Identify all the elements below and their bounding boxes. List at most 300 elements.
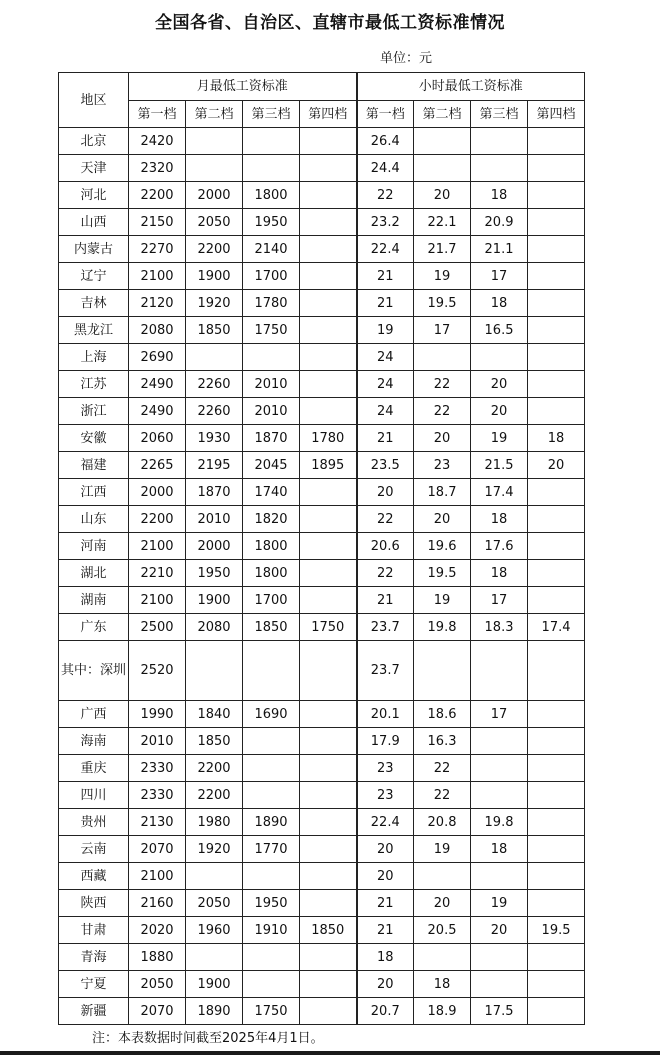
- region-cell: 浙江: [59, 398, 129, 425]
- monthly-tier-1-cell: 2150: [129, 209, 186, 236]
- unit-label: 单位：元: [380, 51, 433, 66]
- hourly-tier-2-cell: 18: [414, 971, 471, 998]
- monthly-tier-3-cell: [243, 155, 300, 182]
- hourly-tier-4-cell: [528, 944, 585, 971]
- monthly-tier-2-cell: [186, 155, 243, 182]
- region-cell: 西藏: [59, 863, 129, 890]
- table-row: [59, 506, 585, 533]
- monthly-tier-4-cell: [300, 344, 357, 371]
- hourly-tier-1-cell: 24: [357, 398, 414, 425]
- monthly-tier-4-cell: [300, 209, 357, 236]
- hourly-tier-1-cell: 20.6: [357, 533, 414, 560]
- hourly-tier-4-cell: [528, 701, 585, 728]
- hourly-tier-4-cell: [528, 209, 585, 236]
- hourly-tier-2-cell: 19: [414, 836, 471, 863]
- monthly-tier-2-cell: 2050: [186, 890, 243, 917]
- monthly-tier-3-cell: 2010: [243, 398, 300, 425]
- monthly-tier-3-cell: [243, 782, 300, 809]
- hourly-tier-2-cell: [414, 944, 471, 971]
- monthly-tier-2-cell: [186, 863, 243, 890]
- monthly-tier-4-cell: [300, 863, 357, 890]
- hourly-tier-3-cell: [471, 155, 528, 182]
- monthly-tier-4-cell: 1850: [300, 917, 357, 944]
- monthly-tier-4-cell: [300, 998, 357, 1025]
- hourly-tier-4-cell: [528, 533, 585, 560]
- hourly-tier-4-cell: [528, 890, 585, 917]
- monthly-tier-3-cell: 1800: [243, 560, 300, 587]
- hourly-tier-3-cell: 18: [471, 560, 528, 587]
- monthly-tier-2-header: 第二档: [186, 101, 243, 128]
- hourly-tier-2-cell: 22: [414, 371, 471, 398]
- monthly-tier-3-cell: 1780: [243, 290, 300, 317]
- region-cell: 湖南: [59, 587, 129, 614]
- table-row: [59, 425, 585, 452]
- monthly-tier-4-cell: [300, 317, 357, 344]
- region-cell: 江西: [59, 479, 129, 506]
- hourly-tier-3-cell: 18: [471, 182, 528, 209]
- hourly-tier-4-cell: [528, 290, 585, 317]
- monthly-tier-3-cell: 1820: [243, 506, 300, 533]
- region-cell: 陕西: [59, 890, 129, 917]
- monthly-tier-3-cell: 1750: [243, 998, 300, 1025]
- hourly-tier-1-cell: 21: [357, 890, 414, 917]
- monthly-tier-4-cell: [300, 755, 357, 782]
- monthly-tier-3-cell: [243, 728, 300, 755]
- hourly-tier-2-cell: 17: [414, 317, 471, 344]
- monthly-tier-4-cell: [300, 290, 357, 317]
- region-cell: 宁夏: [59, 971, 129, 998]
- region-cell: 山西: [59, 209, 129, 236]
- hourly-tier-4-cell: [528, 728, 585, 755]
- hourly-tier-4-cell: [528, 182, 585, 209]
- monthly-tier-4-cell: [300, 263, 357, 290]
- hourly-tier-2-cell: 21.7: [414, 236, 471, 263]
- hourly-tier-1-cell: 20.1: [357, 701, 414, 728]
- hourly-tier-4-cell: [528, 971, 585, 998]
- monthly-tier-1-cell: 2160: [129, 890, 186, 917]
- region-cell: 天津: [59, 155, 129, 182]
- hourly-tier-3-cell: [471, 641, 528, 701]
- monthly-tier-2-cell: 1920: [186, 290, 243, 317]
- hourly-tier-3-cell: 20: [471, 917, 528, 944]
- region-cell: 上海: [59, 344, 129, 371]
- hourly-tier-3-cell: 17: [471, 587, 528, 614]
- table-row: [59, 560, 585, 587]
- monthly-tier-4-cell: [300, 809, 357, 836]
- hourly-tier-2-cell: 19: [414, 263, 471, 290]
- monthly-tier-1-cell: 2330: [129, 755, 186, 782]
- table-row: [59, 236, 585, 263]
- hourly-tier-1-cell: 23.2: [357, 209, 414, 236]
- monthly-tier-1-cell: 2100: [129, 533, 186, 560]
- hourly-tier-1-cell: 21: [357, 587, 414, 614]
- monthly-tier-1-cell: 2000: [129, 479, 186, 506]
- table-row: [59, 809, 585, 836]
- monthly-tier-2-cell: 2000: [186, 182, 243, 209]
- monthly-tier-3-cell: 1950: [243, 209, 300, 236]
- hourly-tier-4-cell: [528, 479, 585, 506]
- hourly-tier-3-cell: [471, 971, 528, 998]
- monthly-tier-1-cell: 2210: [129, 560, 186, 587]
- monthly-tier-4-cell: [300, 182, 357, 209]
- hourly-header: 小时最低工资标准: [357, 73, 585, 101]
- monthly-tier-3-cell: 1700: [243, 587, 300, 614]
- monthly-tier-3-cell: 1700: [243, 263, 300, 290]
- hourly-tier-2-cell: 19.8: [414, 614, 471, 641]
- monthly-tier-4-cell: 1895: [300, 452, 357, 479]
- region-cell: 黑龙江: [59, 317, 129, 344]
- region-cell: 江苏: [59, 371, 129, 398]
- hourly-tier-2-cell: 19: [414, 587, 471, 614]
- monthly-tier-2-cell: [186, 641, 243, 701]
- hourly-tier-1-cell: 24.4: [357, 155, 414, 182]
- monthly-tier-3-cell: 1950: [243, 890, 300, 917]
- hourly-tier-3-cell: 17.4: [471, 479, 528, 506]
- monthly-tier-4-cell: [300, 155, 357, 182]
- monthly-tier-1-cell: 1990: [129, 701, 186, 728]
- table-row: [59, 641, 585, 701]
- monthly-tier-4-cell: [300, 587, 357, 614]
- monthly-tier-3-cell: 1850: [243, 614, 300, 641]
- hourly-tier-4-cell: 20: [528, 452, 585, 479]
- monthly-tier-1-cell: 2100: [129, 263, 186, 290]
- monthly-tier-3-cell: 1910: [243, 917, 300, 944]
- hourly-tier-1-cell: 19: [357, 317, 414, 344]
- monthly-tier-2-cell: 2080: [186, 614, 243, 641]
- monthly-tier-2-cell: 2195: [186, 452, 243, 479]
- hourly-tier-2-cell: 23: [414, 452, 471, 479]
- monthly-tier-4-cell: [300, 371, 357, 398]
- hourly-tier-3-cell: 20.9: [471, 209, 528, 236]
- hourly-tier-1-cell: 17.9: [357, 728, 414, 755]
- monthly-tier-4-cell: [300, 533, 357, 560]
- hourly-tier-1-cell: 23.7: [357, 641, 414, 701]
- hourly-tier-2-cell: 20: [414, 425, 471, 452]
- hourly-tier-1-cell: 26.4: [357, 128, 414, 155]
- hourly-tier-1-cell: 21: [357, 917, 414, 944]
- monthly-tier-3-cell: [243, 755, 300, 782]
- monthly-tier-2-cell: [186, 944, 243, 971]
- hourly-tier-4-cell: [528, 236, 585, 263]
- monthly-tier-1-cell: 2070: [129, 998, 186, 1025]
- monthly-tier-2-cell: 1900: [186, 263, 243, 290]
- monthly-tier-4-cell: [300, 971, 357, 998]
- region-cell: 广西: [59, 701, 129, 728]
- hourly-tier-3-cell: [471, 128, 528, 155]
- table-row: [59, 128, 585, 155]
- monthly-tier-4-cell: [300, 128, 357, 155]
- hourly-tier-4-cell: [528, 344, 585, 371]
- monthly-tier-1-cell: 2120: [129, 290, 186, 317]
- hourly-tier-4-cell: [528, 587, 585, 614]
- hourly-tier-4-cell: 19.5: [528, 917, 585, 944]
- monthly-tier-2-cell: 2200: [186, 755, 243, 782]
- monthly-tier-2-cell: 1950: [186, 560, 243, 587]
- hourly-tier-1-cell: 20: [357, 836, 414, 863]
- monthly-tier-1-cell: 2500: [129, 614, 186, 641]
- monthly-tier-2-cell: 1920: [186, 836, 243, 863]
- monthly-tier-1-cell: 2070: [129, 836, 186, 863]
- monthly-tier-2-cell: 1890: [186, 998, 243, 1025]
- monthly-tier-3-cell: 1750: [243, 317, 300, 344]
- hourly-tier-2-cell: [414, 863, 471, 890]
- hourly-tier-3-cell: 19.8: [471, 809, 528, 836]
- hourly-tier-1-cell: 23: [357, 755, 414, 782]
- monthly-tier-4-cell: [300, 890, 357, 917]
- table-row: [59, 371, 585, 398]
- table-row: [59, 290, 585, 317]
- monthly-tier-3-cell: 1870: [243, 425, 300, 452]
- hourly-tier-3-cell: 18: [471, 836, 528, 863]
- region-cell: 湖北: [59, 560, 129, 587]
- hourly-tier-1-cell: 22: [357, 560, 414, 587]
- hourly-tier-2-cell: 20: [414, 506, 471, 533]
- hourly-tier-2-cell: 18.7: [414, 479, 471, 506]
- table-row: [59, 317, 585, 344]
- hourly-tier-2-cell: 18.6: [414, 701, 471, 728]
- hourly-tier-1-cell: 23.7: [357, 614, 414, 641]
- region-cell: 吉林: [59, 290, 129, 317]
- monthly-tier-2-cell: [186, 128, 243, 155]
- region-cell: 河南: [59, 533, 129, 560]
- monthly-tier-3-cell: [243, 944, 300, 971]
- monthly-tier-2-cell: 1900: [186, 971, 243, 998]
- hourly-tier-1-cell: 22.4: [357, 809, 414, 836]
- hourly-tier-3-cell: 17.6: [471, 533, 528, 560]
- monthly-tier-2-cell: 2010: [186, 506, 243, 533]
- hourly-tier-2-cell: 20: [414, 182, 471, 209]
- hourly-tier-2-cell: 19.6: [414, 533, 471, 560]
- hourly-tier-1-cell: 22: [357, 506, 414, 533]
- monthly-tier-4-cell: [300, 641, 357, 701]
- hourly-tier-3-cell: 20: [471, 371, 528, 398]
- monthly-tier-3-cell: 1740: [243, 479, 300, 506]
- hourly-tier-2-cell: 20.8: [414, 809, 471, 836]
- hourly-tier-4-cell: [528, 836, 585, 863]
- hourly-tier-4-cell: [528, 155, 585, 182]
- bottom-divider: [0, 1051, 660, 1055]
- table-row: [59, 479, 585, 506]
- hourly-tier-3-cell: 16.5: [471, 317, 528, 344]
- table-row: [59, 701, 585, 728]
- region-cell: 云南: [59, 836, 129, 863]
- region-cell: 山东: [59, 506, 129, 533]
- monthly-tier-3-cell: [243, 641, 300, 701]
- table-row: [59, 863, 585, 890]
- monthly-tier-2-cell: 1960: [186, 917, 243, 944]
- hourly-tier-2-cell: 22: [414, 782, 471, 809]
- hourly-tier-4-cell: [528, 755, 585, 782]
- hourly-tier-2-cell: 22: [414, 755, 471, 782]
- region-cell: 新疆: [59, 998, 129, 1025]
- hourly-tier-4-cell: [528, 782, 585, 809]
- monthly-tier-1-cell: 2270: [129, 236, 186, 263]
- table-row: [59, 344, 585, 371]
- region-cell: 北京: [59, 128, 129, 155]
- hourly-tier-2-cell: 18.9: [414, 998, 471, 1025]
- hourly-tier-2-cell: 20.5: [414, 917, 471, 944]
- monthly-tier-3-cell: 1690: [243, 701, 300, 728]
- monthly-tier-2-cell: 1850: [186, 317, 243, 344]
- monthly-tier-3-header: 第三档: [243, 101, 300, 128]
- hourly-tier-3-cell: 17.5: [471, 998, 528, 1025]
- monthly-tier-1-header: 第一档: [129, 101, 186, 128]
- monthly-tier-1-cell: 2490: [129, 398, 186, 425]
- monthly-tier-3-cell: 2045: [243, 452, 300, 479]
- hourly-tier-3-header: 第三档: [471, 101, 528, 128]
- hourly-tier-3-cell: 19: [471, 425, 528, 452]
- hourly-tier-1-cell: 20.7: [357, 998, 414, 1025]
- hourly-tier-1-cell: 22: [357, 182, 414, 209]
- hourly-tier-3-cell: 18: [471, 290, 528, 317]
- region-cell: 青海: [59, 944, 129, 971]
- table-row: [59, 182, 585, 209]
- monthly-tier-4-cell: 1750: [300, 614, 357, 641]
- monthly-tier-3-cell: [243, 971, 300, 998]
- monthly-tier-3-cell: [243, 128, 300, 155]
- monthly-tier-2-cell: 2200: [186, 236, 243, 263]
- region-cell: 重庆: [59, 755, 129, 782]
- region-header: 地区: [59, 73, 129, 128]
- hourly-tier-4-cell: [528, 398, 585, 425]
- table-row: [59, 587, 585, 614]
- monthly-tier-1-cell: 2200: [129, 182, 186, 209]
- hourly-tier-1-cell: 23.5: [357, 452, 414, 479]
- monthly-tier-2-cell: 1850: [186, 728, 243, 755]
- hourly-tier-4-cell: [528, 641, 585, 701]
- hourly-tier-1-cell: 18: [357, 944, 414, 971]
- monthly-tier-4-cell: [300, 728, 357, 755]
- monthly-tier-1-cell: 2330: [129, 782, 186, 809]
- table-row: [59, 533, 585, 560]
- hourly-tier-1-header: 第一档: [357, 101, 414, 128]
- monthly-tier-1-cell: 2100: [129, 863, 186, 890]
- monthly-tier-4-cell: [300, 782, 357, 809]
- monthly-tier-4-cell: 1780: [300, 425, 357, 452]
- hourly-tier-4-cell: [528, 863, 585, 890]
- monthly-tier-2-cell: 2050: [186, 209, 243, 236]
- table-row: [59, 398, 585, 425]
- region-cell: 四川: [59, 782, 129, 809]
- hourly-tier-2-cell: 16.3: [414, 728, 471, 755]
- table-row: [59, 614, 585, 641]
- hourly-tier-2-cell: 20: [414, 890, 471, 917]
- table-row: [59, 944, 585, 971]
- monthly-tier-4-cell: [300, 701, 357, 728]
- hourly-tier-2-cell: [414, 344, 471, 371]
- region-cell: 广东: [59, 614, 129, 641]
- monthly-tier-3-cell: 2010: [243, 371, 300, 398]
- hourly-tier-2-cell: [414, 155, 471, 182]
- region-cell: 甘肃: [59, 917, 129, 944]
- hourly-tier-1-cell: 21: [357, 425, 414, 452]
- hourly-tier-3-cell: [471, 782, 528, 809]
- table-row: [59, 782, 585, 809]
- table-row: [59, 755, 585, 782]
- hourly-tier-1-cell: 21: [357, 290, 414, 317]
- hourly-tier-1-cell: 21: [357, 263, 414, 290]
- monthly-tier-2-cell: 1840: [186, 701, 243, 728]
- table-row: [59, 998, 585, 1025]
- monthly-tier-1-cell: 2130: [129, 809, 186, 836]
- monthly-tier-4-header: 第四档: [300, 101, 357, 128]
- monthly-tier-1-cell: 2020: [129, 917, 186, 944]
- hourly-tier-3-cell: [471, 755, 528, 782]
- page-title: 全国各省、自治区、直辖市最低工资标准情况: [155, 13, 505, 33]
- hourly-tier-3-cell: 21.1: [471, 236, 528, 263]
- hourly-tier-4-cell: 18: [528, 425, 585, 452]
- region-cell: 河北: [59, 182, 129, 209]
- monthly-tier-1-cell: 2060: [129, 425, 186, 452]
- monthly-tier-1-cell: 2265: [129, 452, 186, 479]
- hourly-tier-1-cell: 20: [357, 863, 414, 890]
- monthly-tier-2-cell: 1900: [186, 587, 243, 614]
- hourly-tier-1-cell: 20: [357, 971, 414, 998]
- table-row: [59, 263, 585, 290]
- monthly-tier-4-cell: [300, 560, 357, 587]
- hourly-tier-3-cell: [471, 863, 528, 890]
- monthly-tier-2-cell: 1870: [186, 479, 243, 506]
- hourly-tier-1-cell: 24: [357, 344, 414, 371]
- hourly-tier-3-cell: 17: [471, 701, 528, 728]
- monthly-tier-1-cell: 2690: [129, 344, 186, 371]
- hourly-tier-2-cell: 19.5: [414, 290, 471, 317]
- hourly-tier-3-cell: 17: [471, 263, 528, 290]
- region-cell: 海南: [59, 728, 129, 755]
- monthly-tier-1-cell: 2100: [129, 587, 186, 614]
- hourly-tier-4-header: 第四档: [528, 101, 585, 128]
- monthly-tier-1-cell: 2490: [129, 371, 186, 398]
- region-cell: 福建: [59, 452, 129, 479]
- hourly-tier-2-cell: 19.5: [414, 560, 471, 587]
- hourly-tier-4-cell: [528, 560, 585, 587]
- monthly-tier-3-cell: 2140: [243, 236, 300, 263]
- monthly-tier-4-cell: [300, 944, 357, 971]
- monthly-tier-1-cell: 2050: [129, 971, 186, 998]
- hourly-tier-2-header: 第二档: [414, 101, 471, 128]
- monthly-tier-4-cell: [300, 836, 357, 863]
- monthly-tier-1-cell: 2080: [129, 317, 186, 344]
- monthly-tier-2-cell: [186, 344, 243, 371]
- table-row: [59, 155, 585, 182]
- hourly-tier-3-cell: 21.5: [471, 452, 528, 479]
- hourly-tier-4-cell: [528, 371, 585, 398]
- footnote: 注：本表数据时间截至2025年4月1日。: [92, 1031, 324, 1046]
- region-cell: 其中：深圳: [59, 641, 129, 701]
- hourly-tier-4-cell: [528, 317, 585, 344]
- monthly-tier-2-cell: 1930: [186, 425, 243, 452]
- hourly-tier-2-cell: 22.1: [414, 209, 471, 236]
- monthly-tier-4-cell: [300, 506, 357, 533]
- monthly-tier-1-cell: 2200: [129, 506, 186, 533]
- monthly-tier-2-cell: 2200: [186, 782, 243, 809]
- region-cell: 贵州: [59, 809, 129, 836]
- monthly-tier-1-cell: 2320: [129, 155, 186, 182]
- hourly-tier-2-cell: [414, 641, 471, 701]
- hourly-tier-1-cell: 24: [357, 371, 414, 398]
- monthly-tier-4-cell: [300, 479, 357, 506]
- monthly-tier-1-cell: 2010: [129, 728, 186, 755]
- table-row: [59, 728, 585, 755]
- hourly-tier-3-cell: [471, 944, 528, 971]
- table-row: [59, 890, 585, 917]
- monthly-tier-1-cell: 1880: [129, 944, 186, 971]
- region-cell: 内蒙古: [59, 236, 129, 263]
- monthly-tier-2-cell: 2260: [186, 371, 243, 398]
- hourly-tier-2-cell: 22: [414, 398, 471, 425]
- hourly-tier-4-cell: [528, 998, 585, 1025]
- hourly-tier-3-cell: 18: [471, 506, 528, 533]
